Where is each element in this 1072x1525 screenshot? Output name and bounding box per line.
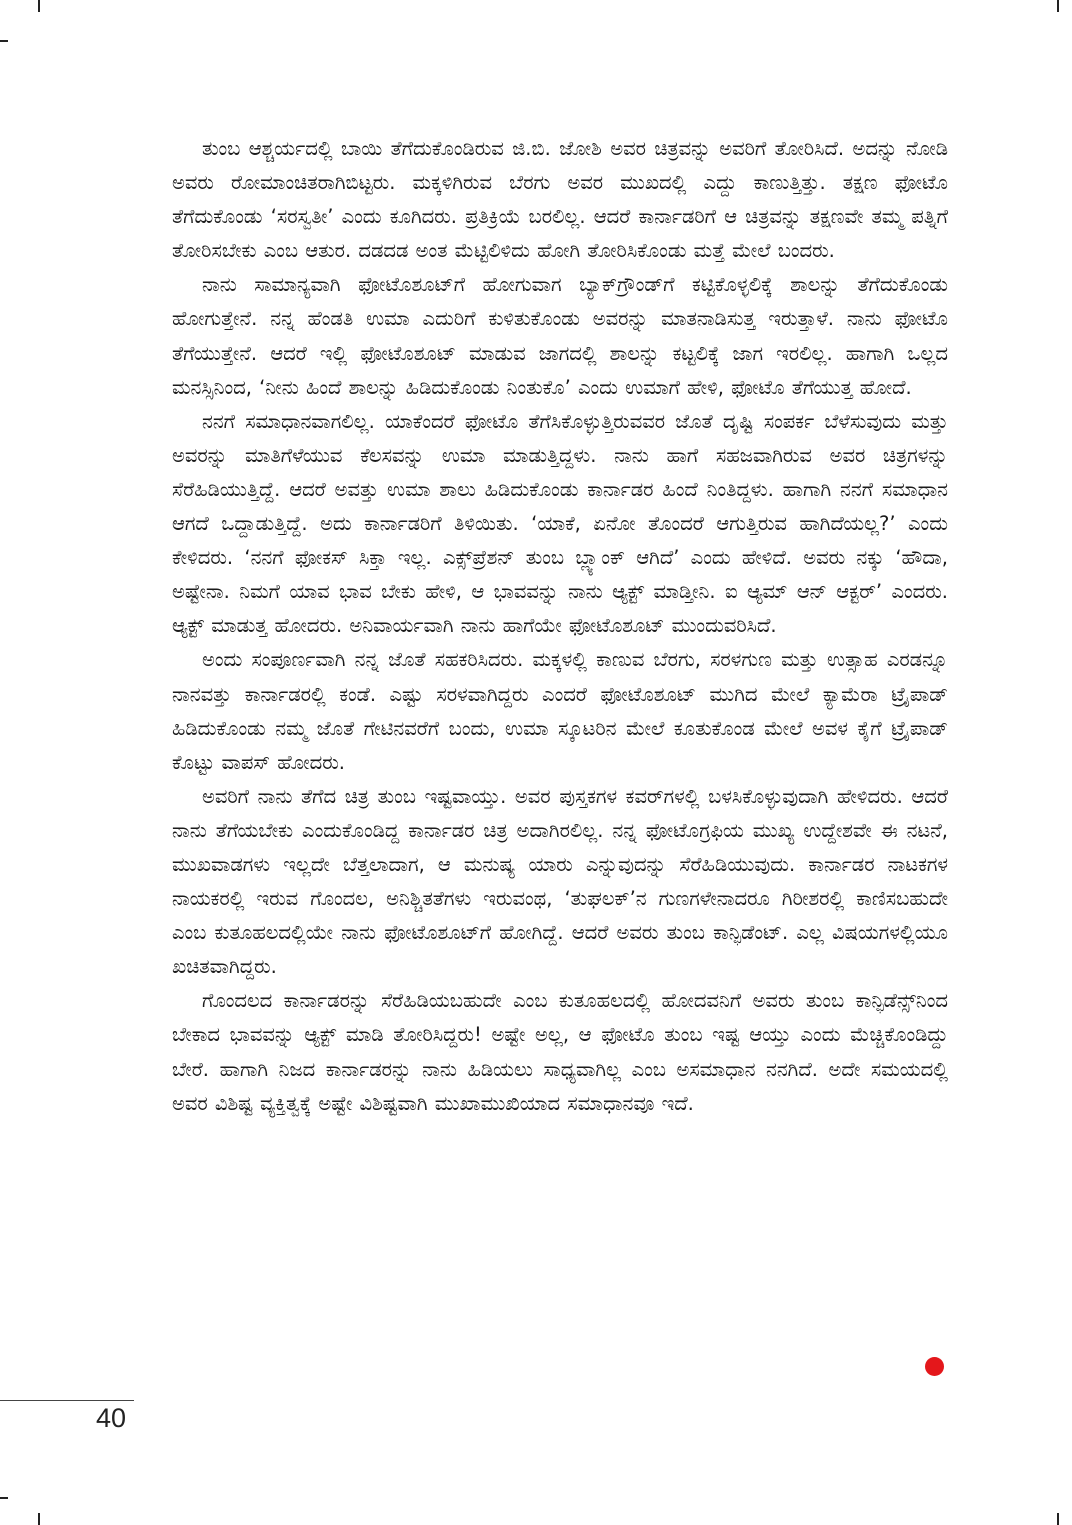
paragraph-1: ತುಂಬ ಆಶ್ಚರ್ಯದಲ್ಲಿ ಬಾಯಿ ತೆಗೆದುಕೊಂಡಿರುವ ಜಿ.ಬಿ. ಜೋಶಿ ಅವರ ಚಿತ್ರವನ್ನು ಅವರಿಗೆ ತೋರಿಸಿದೆ. ಅದನ್ನು ನೋಡಿ ಅವರು ರೋಮಾಂಚಿತರಾಗಿಬಿಟ್ಟರು. ಮಕ್ಕಳಿಗಿರುವ ಬೆರಗು ಅವರ ಮುಖದಲ್ಲಿ ಎದ್ದು ಕಾಣುತ್ತಿತ್ತು. ತಕ್ಷಣ ಫೋಟೊ ತೆಗೆದುಕೊಂಡು ‘ಸರಸ್ವತೀ’ ಎಂದು ಕೂಗಿದರು. ಪ್ರತಿಕ್ರಿಯೆ ಬರಲಿಲ್ಲ. ಆದರೆ ಕಾರ್ನಾಡರಿಗೆ ಆ ಚಿತ್ರವನ್ನು ತಕ್ಷಣವೇ ತಮ್ಮ ಪತ್ನಿಗೆ ತೋರಿಸಬೇಕು ಎಂಬ ಆತುರ. ದಡದಡ ಅಂತ ಮೆಟ್ಟಿಲಿಳಿದು ಹೋಗಿ ತೋರಿಸಿಕೊಂಡು ಮತ್ತೆ ಮೇಲೆ ಬಂದರು. — [172, 137, 948, 263]
folio-rule — [0, 1400, 134, 1401]
paragraph-2: ನಾನು ಸಾಮಾನ್ಯವಾಗಿ ಫೋಟೊಶೂಟ್‌ಗೆ ಹೋಗುವಾಗ ಬ್ಯಾಕ್‌ಗ್ರೌಂಡ್‌ಗೆ ಕಟ್ಟಿಕೊಳ್ಳಲಿಕ್ಕೆ ಶಾಲನ್ನು ತೆಗೆದುಕೊಂಡು ಹೋಗುತ್ತೇನೆ. ನನ್ನ ಹೆಂಡತಿ ಉಮಾ ಎದುರಿಗೆ ಕುಳಿತುಕೊಂಡು ಅವರನ್ನು ಮಾತನಾಡಿಸುತ್ತ ಇರುತ್ತಾಳೆ. ನಾನು ಫೋಟೊ ತೆಗೆಯುತ್ತೇನೆ. ಆದರೆ ಇಲ್ಲಿ ಫೋಟೊಶೂಟ್ ಮಾಡುವ ಜಾಗದಲ್ಲಿ ಶಾಲನ್ನು ಕಟ್ಟಲಿಕ್ಕೆ ಜಾಗ ಇರಲಿಲ್ಲ. ಹಾಗಾಗಿ ಒಲ್ಲದ ಮನಸ್ಸಿನಿಂದ, ‘ನೀನು ಹಿಂದೆ ಶಾಲನ್ನು ಹಿಡಿದುಕೊಂಡು ನಿಂತುಕೊ’ ಎಂದು ಉಮಾಗೆ ಹೇಳಿ, ಫೋಟೊ ತೆಗೆಯುತ್ತ ಹೋದೆ. — [172, 273, 948, 399]
paragraph-4: ಅಂದು ಸಂಪೂರ್ಣವಾಗಿ ನನ್ನ ಜೊತೆ ಸಹಕರಿಸಿದರು. ಮಕ್ಕಳಲ್ಲಿ ಕಾಣುವ ಬೆರಗು, ಸರಳಗುಣ ಮತ್ತು ಉತ್ಸಾಹ ಎರಡನ್ನೂ ನಾನವತ್ತು ಕಾರ್ನಾಡರಲ್ಲಿ ಕಂಡೆ. ಎಷ್ಟು ಸರಳವಾಗಿದ್ದರು ಎಂದರೆ ಫೋಟೊಶೂಟ್ ಮುಗಿದ ಮೇಲೆ ಕ್ಯಾಮೆರಾ ಟ್ರೈಪಾಡ್ ಹಿಡಿದುಕೊಂಡು ನಮ್ಮ ಜೊತೆ ಗೇಟಿನವರೆಗೆ ಬಂದು, ಉಮಾ ಸ್ಕೂಟರಿನ ಮೇಲೆ ಕೂತುಕೊಂಡ ಮೇಲೆ ಅವಳ ಕೈಗೆ ಟ್ರೈಪಾಡ್ ಕೊಟ್ಟು ವಾಪಸ್ ಹೋದರು. — [172, 648, 948, 774]
end-of-article-dot-icon — [925, 1357, 944, 1376]
paragraph-5: ಅವರಿಗೆ ನಾನು ತೆಗೆದ ಚಿತ್ರ ತುಂಬ ಇಷ್ಟವಾಯ್ತು. ಅವರ ಪುಸ್ತಕಗಳ ಕವರ್‌ಗಳಲ್ಲಿ ಬಳಸಿಕೊಳ್ಳುವುದಾಗಿ ಹೇಳಿದರು. ಆದರೆ ನಾನು ತೆಗೆಯಬೇಕು ಎಂದುಕೊಂಡಿದ್ದ ಕಾರ್ನಾಡರ ಚಿತ್ರ ಅದಾಗಿರಲಿಲ್ಲ. ನನ್ನ ಫೋಟೊಗ್ರಫಿಯ ಮುಖ್ಯ ಉದ್ದೇಶವೇ ಈ ನಟನೆ, ಮುಖವಾಡಗಳು ಇಲ್ಲದೇ ಬೆತ್ತಲಾದಾಗ, ಆ ಮನುಷ್ಯ ಯಾರು ಎನ್ನುವುದನ್ನು ಸೆರೆಹಿಡಿಯುವುದು. ಕಾರ್ನಾಡರ ನಾಟಕಗಳ ನಾಯಕರಲ್ಲಿ ಇರುವ ಗೊಂದಲ, ಅನಿಶ್ಚಿತತೆಗಳು ಇರುವಂಥ, ‘ತುಘಲಕ್’ನ ಗುಣಗಳೇನಾದರೂ ಗಿರೀಶರಲ್ಲಿ ಕಾಣಿಸಬಹುದೇ ಎಂಬ ಕುತೂಹಲದಲ್ಲಿಯೇ ನಾನು ಫೋಟೊಶೂಟ್‌ಗೆ ಹೋಗಿದ್ದೆ. ಆದರೆ ಅವರು ತುಂಬ ಕಾನ್ಫಿಡೆಂಟ್. ಎಲ್ಲ ವಿಷಯಗಳಲ್ಲಿಯೂ ಖಚಿತವಾಗಿದ್ದರು. — [172, 784, 948, 979]
paragraph-6: ಗೊಂದಲದ ಕಾರ್ನಾಡರನ್ನು ಸೆರೆಹಿಡಿಯಬಹುದೇ ಎಂಬ ಕುತೂಹಲದಲ್ಲಿ ಹೋದವನಿಗೆ ಅವರು ತುಂಬ ಕಾನ್ಫಿಡೆನ್ಸ್‌ನಿಂದ ಬೇಕಾದ ಭಾವವನ್ನು ಆ್ಯಕ್ಟ್ ಮಾಡಿ ತೋರಿಸಿದ್ದರು! ಅಷ್ಟೇ ಅಲ್ಲ, ಆ ಫೋಟೊ ತುಂಬ ಇಷ್ಟ ಆಯ್ತು ಎಂದು ಮೆಚ್ಚಿಕೊಂಡಿದ್ದು ಬೇರೆ. ಹಾಗಾಗಿ ನಿಜದ ಕಾರ್ನಾಡರನ್ನು ನಾನು ಹಿಡಿಯಲು ಸಾಧ್ಯವಾಗಿಲ್ಲ ಎಂಬ ಅಸಮಾಧಾನ ನನಗಿದೆ. ಅದೇ ಸಮಯದಲ್ಲಿ ಅವರ ವಿಶಿಷ್ಟ ವ್ಯಕ್ತಿತ್ವಕ್ಕೆ ಅಷ್ಟೇ ವಿಶಿಷ್ಟವಾಗಿ ಮುಖಾಮುಖಿಯಾದ ಸಮಾಧಾನವೂ ಇದೆ. — [172, 989, 948, 1115]
crop-mark-bottom-right — [1057, 1513, 1059, 1525]
crop-mark-top-left — [38, 0, 40, 12]
crop-mark-top-right — [1057, 0, 1059, 12]
crop-mark-left-top — [0, 40, 8, 42]
page-number: 40 — [96, 1403, 127, 1433]
crop-mark-bottom-left — [38, 1513, 40, 1525]
article-body — [172, 132, 948, 1362]
paragraph-3: ನನಗೆ ಸಮಾಧಾನವಾಗಲಿಲ್ಲ. ಯಾಕೆಂದರೆ ಫೋಟೊ ತೆಗೆಸಿಕೊಳ್ಳುತ್ತಿರುವವರ ಜೊತೆ ದೃಷ್ಟಿ ಸಂಪರ್ಕ ಬೆಳೆಸುವುದು ಮತ್ತು ಅವರನ್ನು ಮಾತಿಗೆಳೆಯುವ ಕೆಲಸವನ್ನು ಉಮಾ ಮಾಡುತ್ತಿದ್ದಳು. ನಾನು ಹಾಗೆ ಸಹಜವಾಗಿರುವ ಅವರ ಚಿತ್ರಗಳನ್ನು ಸೆರೆಹಿಡಿಯುತ್ತಿದ್ದೆ. ಆದರೆ ಅವತ್ತು ಉಮಾ ಶಾಲು ಹಿಡಿದುಕೊಂಡು ಕಾರ್ನಾಡರ ಹಿಂದೆ ನಿಂತಿದ್ದಳು. ಹಾಗಾಗಿ ನನಗೆ ಸಮಾಧಾನ ಆಗದೆ ಒದ್ದಾಡುತ್ತಿದ್ದೆ. ಅದು ಕಾರ್ನಾಡರಿಗೆ ತಿಳಿಯಿತು. ‘ಯಾಕೆ, ಏನೋ ತೊಂದರೆ ಆಗುತ್ತಿರುವ ಹಾಗಿದೆಯಲ್ಲ?’ ಎಂದು ಕೇಳಿದರು. ‘ನನಗೆ ಫೋಕಸ್ ಸಿಕ್ತಾ ಇಲ್ಲ. ಎಕ್ಸ್‌ಪ್ರೆಶನ್ ತುಂಬ ಬ್ಲ್ಯಾಂಕ್ ಆಗಿದೆ’ ಎಂದು ಹೇಳಿದೆ. ಅವರು ನಕ್ಕು ‘ಹೌದಾ, ಅಷ್ಟೇನಾ. ನಿಮಗೆ ಯಾವ ಭಾವ ಬೇಕು ಹೇಳಿ, ಆ ಭಾವವನ್ನು ನಾನು ಆ್ಯಕ್ಟ್ ಮಾಡ್ತೀನಿ. ಐ ಆ್ಯಮ್ ಆನ್ ಆಕ್ಟರ್’ ಎಂದರು. ಆ್ಯಕ್ಟ್ ಮಾಡುತ್ತ ಹೋದರು. ಅನಿವಾರ್ಯವಾಗಿ ನಾನು ಹಾಗೆಯೇ ಫೋಟೊಶೂಟ್ ಮುಂದುವರಿಸಿದೆ. — [172, 409, 948, 638]
crop-mark-left-bottom — [0, 1497, 8, 1499]
